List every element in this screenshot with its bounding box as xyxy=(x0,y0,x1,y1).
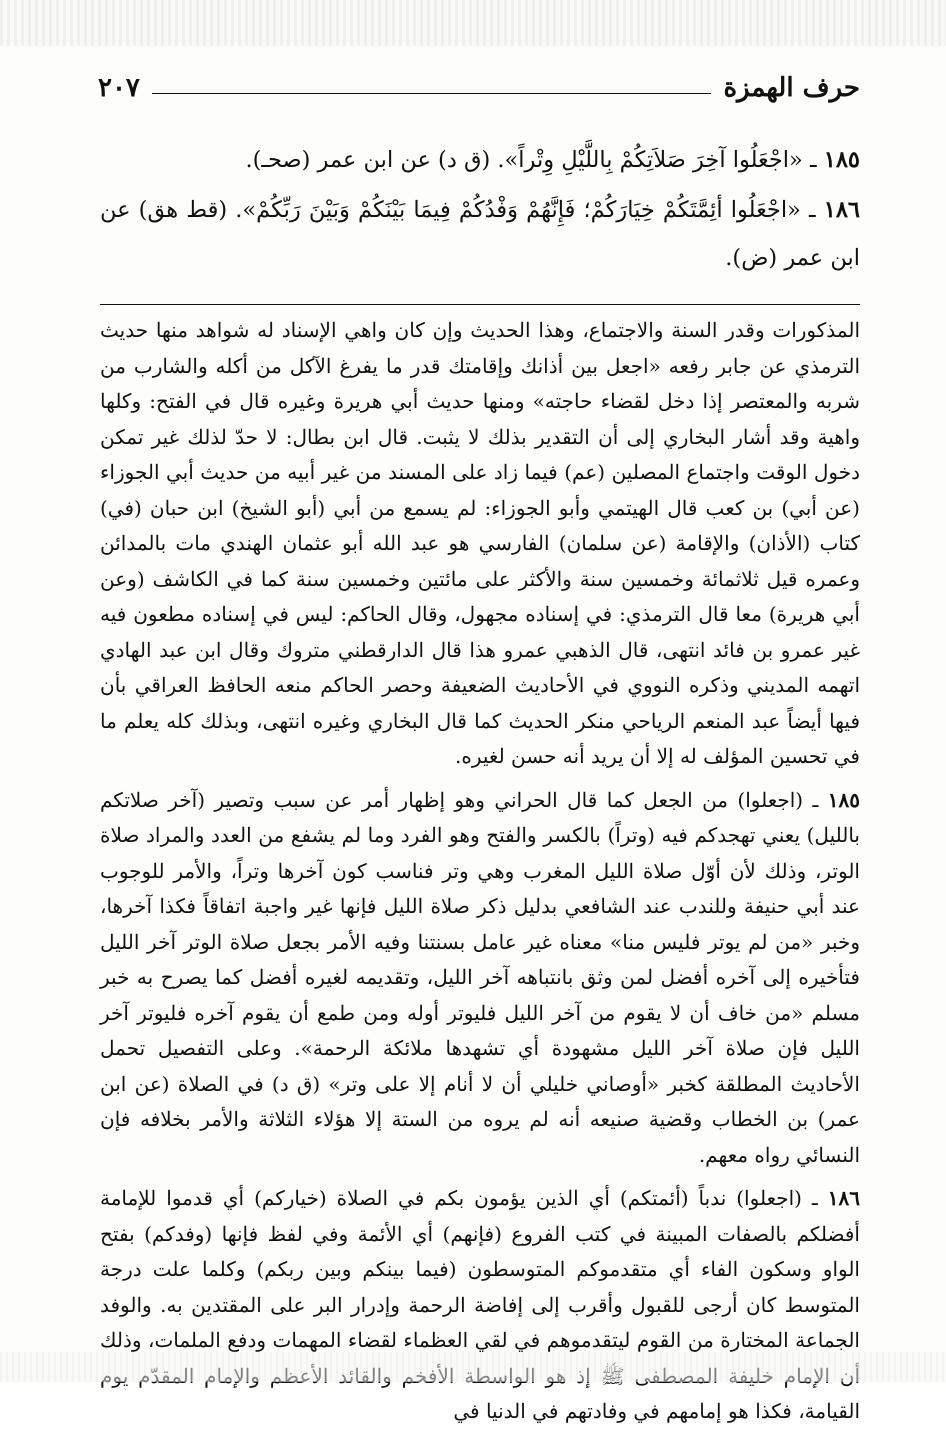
hadith-text: «اجْعَلُوا أئِمَّتَكُمْ خِيَارَكُمْ؛ فَإِنَّهُمْ وَفْدُكُمْ فِيمَا بَيْنَكُمْ وَبَيْنَ رَبِّكُمْ». (قط هق) عن ابن عمر (ض). xyxy=(100,197,860,271)
hadith-text: «اجْعَلُوا آخِرَ صَلاَتِكُمْ بِاللَّيْلِ وِتْراً». (ق د) عن ابن عمر (صحـ). xyxy=(245,147,803,173)
chapter-title: حرف الهمزة xyxy=(723,73,860,103)
hadith-number: ١٨٥ xyxy=(823,147,860,173)
scan-noise-bottom xyxy=(0,1352,946,1382)
section-text: ـ (اجعلوا) من الجعل كما قال الحراني وهو إظهار أمر عن سبب وتصير (آخر صلاتكم بالليل) يعني تهجدكم فيه (وتراً) بالكسر والفتح وهو الفرد وما لم يشفع من العدد والمراد صلاة الوتر، وذلك لأن أوّل صلاة الليل المغرب وهي وتر فناسب كون آخرها وتراً، والأمر للوجوب عند أبي حنيفة وللندب عند الشافعي بدليل ذكر صلاة الليل فإنها غير واجبة اتفاقاً فكذا آخرها، وخبر «من لم يوتر فليس منا» معناه غير عامل بسنتنا وفيه الأمر بجعل صلاة الوتر آخر الليل فتأخيره إلى آخره أفضل لمن وثق بانتباهه آخر الليل، وتقديمه لغيره أفضل كما يصرح به خبر مسلم «من خاف أن لا يقوم من آخر الليل فليوتر أوله ومن طمع أن يقوم آخره فليوتر آخر الليل فإن صلاة آخر الليل مشهودة أي تشهدها ملائكة الرحمة». وعلى التفصيل تحمل الأحاديث المطلقة كخبر «أوصاني خليلي أن لا أنام إلا على وتر» (ق د) في الصلاة (عن ابن عمر) بن الخطاب وقضية صنيعه أنه لم يروه من الستة إلا هؤلاء الثلاثة والأمر بخلافه فإن النسائي رواه معهم. xyxy=(100,787,860,1167)
scan-noise-top xyxy=(0,0,946,46)
header-rule xyxy=(152,93,712,94)
section-number: ١٨٥ xyxy=(827,787,860,812)
hadith-entry: ١٨٦ ـ «اجْعَلُوا أئِمَّتَكُمْ خِيَارَكُمْ؛ فَإِنَّهُمْ وَفْدُكُمْ فِيمَا بَيْنَكُمْ وَبَيْنَ رَبِّكُمْ». (قط هق) عن ابن عمر (ض). xyxy=(100,197,861,271)
commentary-section xyxy=(100,1181,860,1430)
hadith-entry: ١٨٥ ـ «اجْعَلُوا آخِرَ صَلاَتِكُمْ بِاللَّيْلِ وِتْراً». (ق د) عن ابن عمر (صحـ). xyxy=(245,147,860,173)
section-text: ـ (اجعلوا) ندباً (أئمتكم) أي الذين يؤمون بكم في الصلاة (خياركم) أي قدموا للإمامة أفضلكم بالصفات المبينة في كتب الفروع (فإنهم) أي الأئمة وفي لفظ فإنها (وفدكم) بفتح الواو وسكون الفاء أي متقدموكم المتوسطون (فيما بينكم وبين ربكم) وكلما علت درجة المتوسط كان أرجى للقبول وأقرب إلى إفاضة الرحمة وإدرار البر على المقتدين به. والوفد الجماعة المختارة من القوم ليتقدموهم في لقي العظماء لقضاء المهمات ودفع الملمات، وذلك القيامة، فكذا هو إمامهم في وفادتهم في الدنيا في xyxy=(100,1186,860,1423)
commentary-block xyxy=(100,313,860,1430)
commentary-intro: المذكورات وقدر السنة والاجتماع، وهذا الحديث وإن كان واهي الإسناد له شواهد منها حديث الترمذي عن جابر رفعه «اجعل بين أذانك وإقامتك قدر ما يفرغ الآكل من أكله والشارب من شربه والمعتصر إذا دخل لقضاء حاجته» ومنها حديث أبي هريرة وغيره قال في الفتح: وكلها واهية وقد أشار البخاري إلى أن التقدير بذلك لا يثبت. قال ابن بطال: لا حدّ لذلك غير تمكن دخول الوقت واجتماع المصلين (عم) فيما زاد على المسند من غير أبيه من حديث أبي الجوزاء (عن أبي) بن كعب قال الهيتمي وأبو الجوزاء: لم يسمع من أبي (أبو الشيخ) ابن حبان (في) كتاب (الأذان) والإقامة (عن سلمان) الفارسي هو عبد الله أبو عثمان الهندي مات بالمدائن وعمره قيل ثلاثمائة وخمسين سنة والأكثر على مائتين وخمسين سنة كما في الكاشف (وعن أبي هريرة) معا قال الترمذي: في إسناده مجهول، وقال الحاكم: ليس في إسناده مطعون فيه غير عمرو بن فائد انتهى، قال الذهبي عمرو هذا قال الدارقطني متروك وقال ابن عبد الهادي اتهمه المديني وذكره النووي في الأحاديث الضعيفة وحصر الحاكم منعه الحافظ العراقي بأن فيها أيضاً عبد المنعم الرياحي منكر الحديث كما قال البخاري وغيره انتهى، وبذلك كله يعلم ما في تحسين المؤلف له إلا أن يريد أنه حسن لغيره. xyxy=(100,318,860,768)
commentary-section xyxy=(100,783,860,1174)
section-number: ١٨٦ xyxy=(827,1186,860,1210)
running-header xyxy=(98,66,860,110)
hadith-number: ١٨٦ xyxy=(823,197,861,223)
footnote-divider xyxy=(100,304,860,305)
page-number: ٢٠٧ xyxy=(98,73,140,103)
page-body xyxy=(100,136,860,1430)
